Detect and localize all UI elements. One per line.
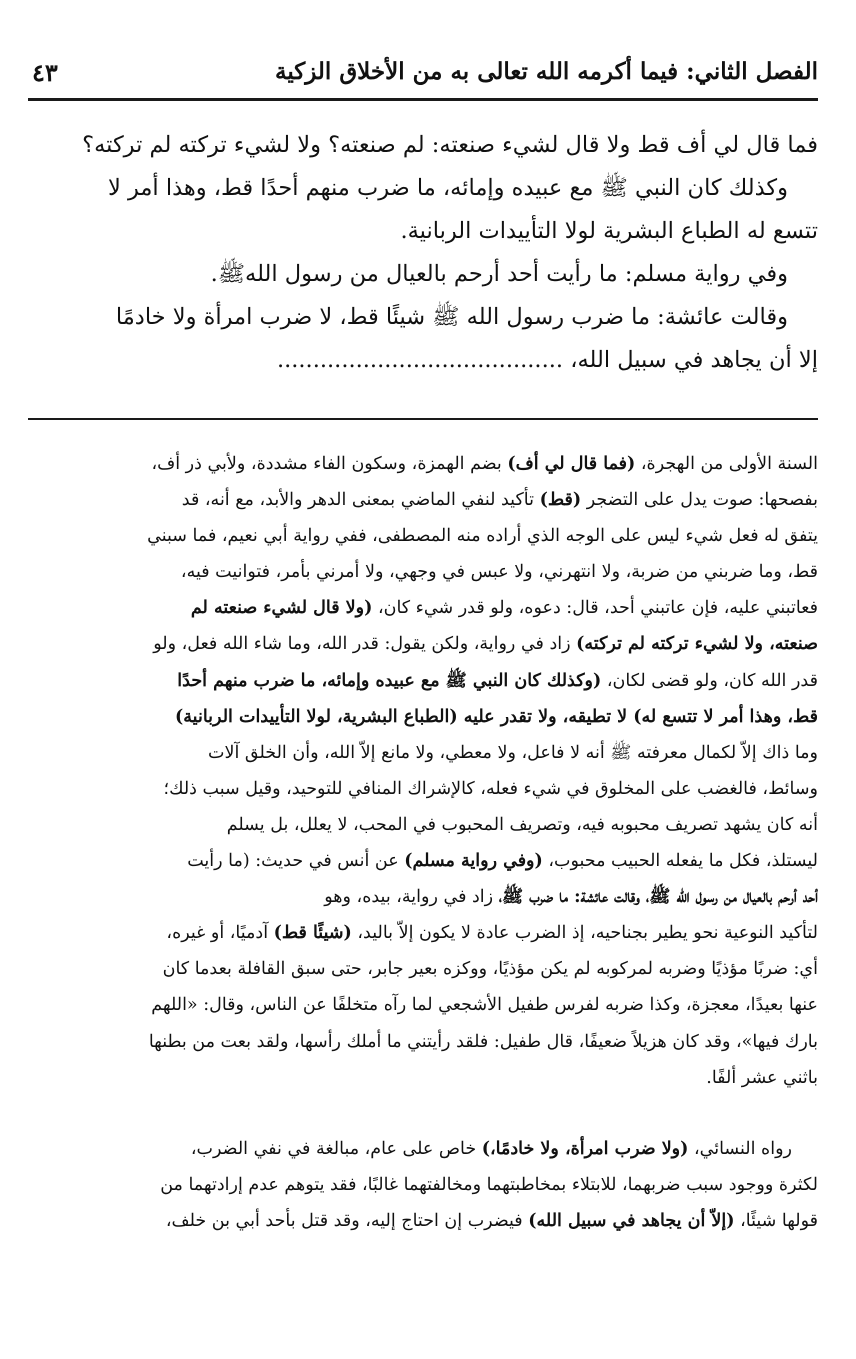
page-number: ٤٣ [32, 58, 58, 87]
page-header [28, 56, 818, 96]
main-line: تتسع له الطباع البشرية لولا التأييدات الربانية. [400, 218, 818, 244]
commentary-line: أنه كان يشهد تصريف محبوبه فيه، وتصريف المحبوب في المحب، لا يعلل، بل يسلم [226, 814, 818, 835]
commentary-line: يتفق له فعل شيء ليس على الوجه الذي أراده منه المصطفى، ففي رواية أبي نعيم، فما سبني [147, 526, 818, 547]
commentary-line: قدر الله كان، ولو قضى لكان، (وكذلك كان النبي ﷺ مع عبيده وإمائه، ما ضرب منهم أحدًا [177, 670, 818, 691]
commentary-line: وما ذاك إلاّ لكمال معرفته ﷺ أنه لا فاعل، ولا معطي، ولا مانع إلاّ الله، وأن الخلق آلات [208, 742, 818, 763]
commentary-line: صنعته، ولا لشيء تركته لم تركته) زاد في رواية، ولكن يقول: قدر الله، وما شاء الله فعل، ولو [153, 634, 818, 655]
commentary-line: رواه النسائي، (ولا ضرب امرأة، ولا خادمًا،) خاص على عام، مبالغة في نفي الضرب، [190, 1138, 792, 1159]
commentary-line: أحد أرحم بالعيال من رسول الله ﷺ، وقالت عائشة: ما ضرب ﷺ، زاد في رواية، بيده، وهو [324, 887, 818, 908]
commentary-line: ليستلذ، فكل ما يفعله الحبيب محبوب، (وفي رواية مسلم) عن أنس في حديث: (ما رأيت [187, 851, 818, 872]
commentary-line: وسائط، فالغضب على المخلوق في شيء فعله، كالإشراك المنافي للتوحيد، وقيل سبب ذلك؛ [163, 778, 818, 799]
commentary-line: بفصحها: صوت يدل على التضجر (قط) تأكيد لنفي الماضي بمعنى الدهر والأبد، مع أنه، قد [181, 490, 818, 511]
commentary-line: قط، وما ضربني من ضربة، ولا انتهرني، ولا عبس في وجهي، ولا أمرني بأمر، فتوانيت فيه، [180, 562, 818, 583]
commentary-line: أي: ضربًا مؤذيًا وضربه لمركوبه لم يكن مؤذيًا، ووكزه بعير جابر، حتى سبق القافلة بعدما كان [162, 959, 818, 980]
commentary-line: قط، وهذا أمر لا تتسع له) لا تطيقه، ولا تقدر عليه (الطباع البشرية، لولا التأييدات الربانية) [175, 706, 818, 727]
commentary-line: فعاتبني عليه، فإن عاتبني أحد، قال: دعوه، ولو قدر شيء كان، (ولا قال لشيء صنعته لم [190, 598, 818, 619]
main-line: وقالت عائشة: ما ضرب رسول الله ﷺ شيئًا قط، لا ضرب امرأة ولا خادمًا [115, 304, 788, 330]
commentary [28, 446, 818, 1239]
chapter-title: الفصل الثاني: فيما أكرمه الله تعالى به من الأخلاق الزكية [275, 58, 818, 85]
commentary-line: بارك فيها»، وقد كان هزيلاً ضعيفًا، قال طفيل: فلقد رأيتني ما أملك رأسها، ولقد بعت من بطنها [148, 1031, 818, 1052]
commentary-line: باثني عشر ألفًا. [706, 1067, 818, 1088]
commentary-line: عنها بعيدًا، معجزة، وكذا ضربه لفرس طفيل الأشجعي لما رآه متخلفًا عن الناس، وقال: «اللهم [151, 995, 818, 1016]
main-text [28, 124, 818, 382]
commentary-line: السنة الأولى من الهجرة، (فما قال لي أف) بضم الهمزة، وسكون الفاء مشددة، ولأبي ذر أف، [151, 454, 818, 474]
header-rule [28, 98, 818, 101]
main-line: فما قال لي أف قط ولا قال لشيء صنعته: لم صنعته؟ ولا لشيء تركته لم تركته؟ [82, 132, 818, 158]
main-line: إلا أن يجاهد في سبيل الله، ........................................ [276, 347, 818, 373]
paragraph-gap [28, 1096, 818, 1131]
commentary-line: قولها شيئًا، (إلاّ أن يجاهد في سبيل الله) فيضرب إن احتاج إليه، وقد قتل بأحد أبي بن خلف، [165, 1210, 818, 1231]
main-line: وكذلك كان النبي ﷺ مع عبيده وإمائه، ما ضرب منهم أحدًا قط، وهذا أمر لا [107, 175, 788, 201]
commentary-line: لتأكيد النوعية نحو يطير بجناحيه، إذ الضرب عادة لا يكون إلاّ باليد، (شيئًا قط) آدميًا، أو غيره، [166, 923, 818, 944]
commentary-line: لكثرة ووجود سبب ضربهما، للابتلاء بمخاطبتهما ومخالفتهما غالبًا، فقد يتوهم عدم إرادتهما من [160, 1174, 818, 1195]
main-line: وفي رواية مسلم: ما رأيت أحد أرحم بالعيال من رسول اللهﷺ. [210, 261, 788, 287]
footnote-rule [28, 418, 818, 420]
